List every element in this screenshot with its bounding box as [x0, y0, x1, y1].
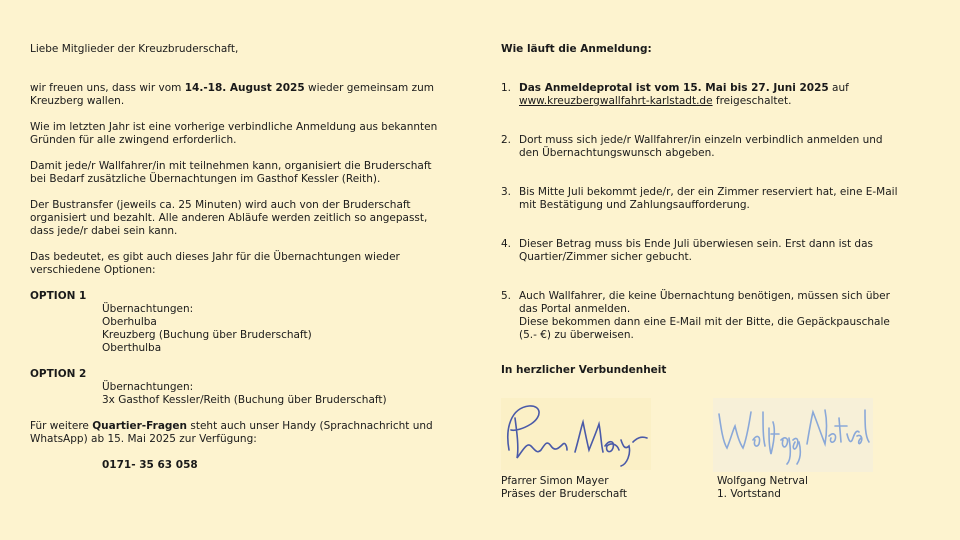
step-number: 4.: [501, 238, 512, 250]
signature-1: [501, 398, 651, 470]
signature-2: [713, 398, 873, 472]
closing: [501, 364, 901, 377]
step-1-text: auf: [828, 82, 849, 94]
signature-wolfgang-netrval: [713, 398, 873, 472]
options-intro-paragraph: Das bedeutet, es gibt auch dieses Jahr für die Übernachtungen wieder verschiedene Optionen:: [30, 251, 400, 276]
portal-link[interactable]: www.kreuzbergwallfahrt-karlstadt.de: [519, 95, 713, 107]
option-2: [30, 368, 450, 407]
step-4: [501, 238, 901, 264]
date-range: 14.-18. August 2025: [184, 82, 305, 94]
right-column: [501, 43, 901, 377]
signer-1-name: Pfarrer Simon Mayer: [501, 475, 609, 487]
step-5-text: Auch Wallfahrer, die keine Übernachtung benötigen, müssen sich über das Portal anmelden.: [519, 290, 890, 315]
step-1: [501, 82, 901, 108]
step-1-text-end: freigeschaltet.: [712, 95, 792, 107]
step-3-text: Bis Mitte Juli bekommt jede/r, der ein Zimmer reserviert hat, eine E-Mail mit Bestätigung und Zahlungsaufforderung.: [519, 186, 898, 211]
option-1-line: Oberhulba: [102, 316, 157, 328]
step-number: 2.: [501, 134, 512, 146]
contact-paragraph: [30, 420, 450, 446]
signer-2-name: Wolfgang Netrval: [717, 475, 808, 487]
option-1: [30, 290, 450, 355]
option-2-lines: [30, 381, 450, 407]
signer-2: [717, 475, 808, 501]
bus-transfer-paragraph: Der Bustransfer (jeweils ca. 25 Minuten) wird auch von der Bruderschaft organisiert und bezahlt. Alle anderen Abläufe werden zeitlich so angepasst, dass jede/r dabei sein kann.: [30, 199, 428, 237]
step-1-bold: Das Anmeldeprotal ist vom 15. Mai bis 27. Juni 2025: [519, 82, 829, 94]
contact-text-end: steht auch unser Handy (Sprachnachricht und WhatsApp) ab 15. Mai 2025 zur Verfügung:: [30, 420, 433, 445]
option-1-lines: [30, 303, 450, 355]
registration-heading-text: Wie läuft die Anmeldung:: [501, 43, 652, 55]
intro-text: wir freuen uns, dass wir vom: [30, 82, 185, 94]
accommodation-paragraph: Damit jede/r Wallfahrer/in mit teilnehmen kann, organisiert die Bruderschaft bei Bedarf zusätzliche Übernachtungen im Gasthof Kessler (Reith).: [30, 160, 432, 185]
step-5-text-2: Diese bekommen dann eine E-Mail mit der Bitte, die Gepäckpauschale (5.- €) zu überweisen.: [519, 316, 890, 341]
step-2-text: Dort muss sich jede/r Wallfahrer/in einzeln verbindlich anmelden und den Übernachtungswunsch abgeben.: [519, 134, 883, 159]
step-4-text: Dieser Betrag muss bis Ende Juli überwiesen sein. Erst dann ist das Quartier/Zimmer sicher gebucht.: [519, 238, 874, 263]
option-1-title: OPTION 1: [30, 290, 87, 302]
registration-paragraph: Wie im letzten Jahr ist eine vorherige verbindliche Anmeldung aus bekannten Gründen für alle zwingend erforderlich.: [30, 121, 438, 146]
greeting: Liebe Mitglieder der Kreuzbruderschaft,: [30, 43, 239, 55]
closing-text: In herzlicher Verbundenheit: [501, 364, 667, 376]
signatures: [501, 398, 901, 502]
signer-1: [501, 475, 627, 501]
step-number: 1.: [501, 82, 512, 94]
contact-bold: Quartier-Fragen: [92, 420, 188, 432]
registration-heading: [501, 43, 901, 56]
phone-value: 0171- 35 63 058: [102, 459, 198, 471]
option-2-line: 3x Gasthof Kessler/Reith (Buchung über Bruderschaft): [102, 394, 387, 406]
intro-text-end: wieder gemeinsam zum Kreuzberg wallen.: [30, 82, 435, 107]
option-1-line: Übernachtungen:: [102, 303, 194, 315]
option-1-line: Kreuzberg (Buchung über Bruderschaft): [102, 329, 312, 341]
step-number: 3.: [501, 186, 512, 198]
option-2-line: Übernachtungen:: [102, 381, 194, 393]
option-1-line: Oberthulba: [102, 342, 162, 354]
step-2: [501, 134, 901, 160]
signer-1-role: Präses der Bruderschaft: [501, 488, 627, 500]
option-2-title: OPTION 2: [30, 368, 87, 380]
phone-number: [30, 459, 450, 472]
intro-paragraph: [30, 82, 450, 108]
left-column: [30, 43, 450, 472]
contact-text: Für weitere: [30, 420, 93, 432]
steps-list: [501, 82, 901, 342]
signer-2-role: 1. Vortstand: [717, 488, 781, 500]
step-5: [501, 290, 901, 342]
signature-simon-mayer: [501, 398, 651, 470]
step-number: 5.: [501, 290, 512, 302]
step-3: [501, 186, 901, 212]
